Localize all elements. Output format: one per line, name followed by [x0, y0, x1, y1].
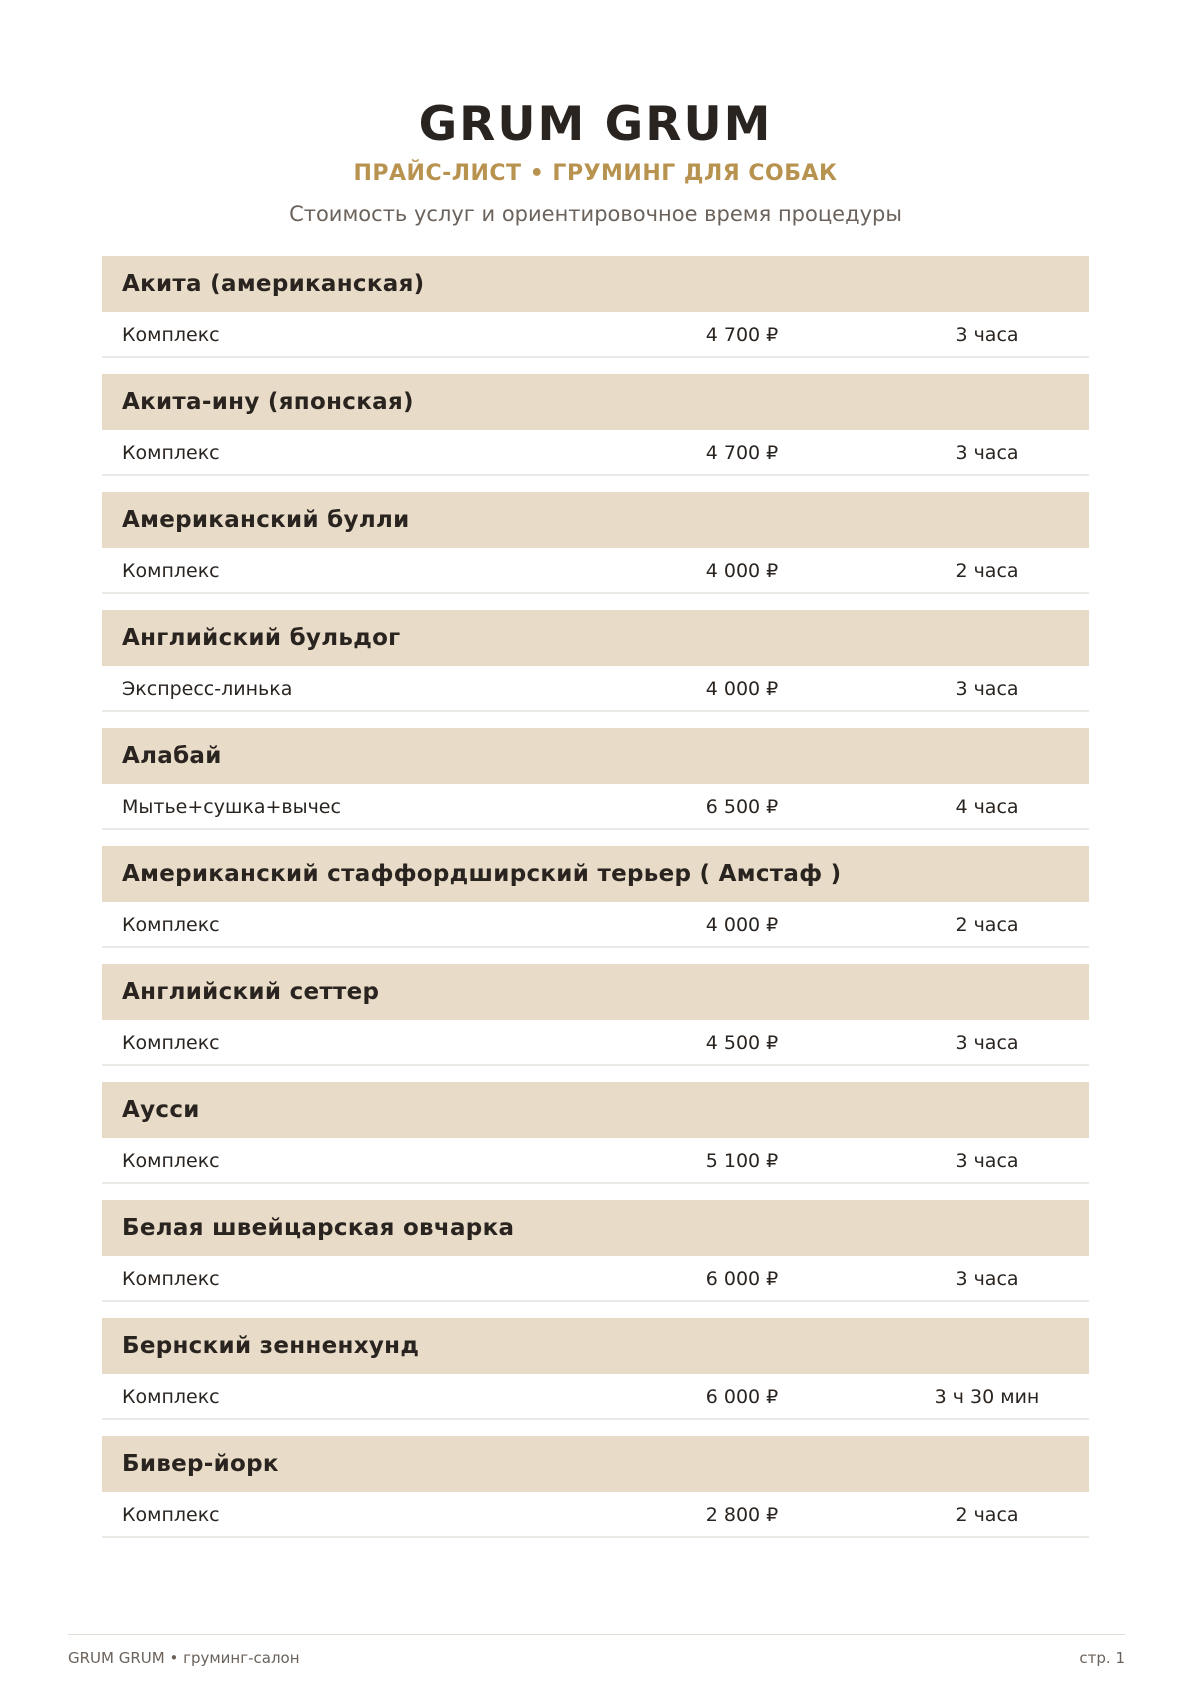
service-name: Комплекс: [122, 324, 220, 346]
price-list-subtitle: ПРАЙС-ЛИСТ • ГРУМИНГ ДЛЯ СОБАК: [353, 161, 838, 186]
service-duration: 3 часа: [955, 324, 1019, 346]
service-duration: 4 часа: [955, 796, 1019, 818]
breed-name: Алабай: [102, 728, 1089, 784]
breed-name: Акита-ину (японская): [102, 374, 1089, 430]
service-duration: 2 часа: [955, 914, 1019, 936]
service-name: Комплекс: [122, 1032, 220, 1054]
service-duration: 3 часа: [955, 1150, 1019, 1172]
service-row: [102, 312, 1089, 358]
breed-name: Бивер-йорк: [102, 1436, 1089, 1492]
breed-name: Акита (американская): [102, 256, 1089, 312]
service-name: Мытье+сушка+вычес: [122, 796, 341, 818]
price-list: [102, 256, 1089, 1554]
service-price: 2 800 ₽: [705, 1504, 779, 1526]
service-row: [102, 1138, 1089, 1184]
breed-group: [102, 610, 1089, 712]
breed-name: Аусси: [102, 1082, 1089, 1138]
service-duration: 3 ч 30 мин: [934, 1386, 1040, 1408]
service-duration: 3 часа: [955, 1268, 1019, 1290]
service-price: 6 000 ₽: [705, 1386, 779, 1408]
service-price: 4 000 ₽: [705, 560, 779, 582]
page-number: стр. 1: [1079, 1649, 1125, 1667]
service-price: 4 000 ₽: [705, 914, 779, 936]
breed-group: [102, 728, 1089, 830]
footer-salon-name: GRUM GRUM • груминг-салон: [68, 1649, 300, 1667]
price-list-tagline: Стоимость услуг и ориентировочное время процедуры: [289, 202, 902, 226]
breed-name: Американский стаффордширский терьер ( Амстаф ): [102, 846, 1089, 902]
breed-group: [102, 1318, 1089, 1420]
breed-group: [102, 374, 1089, 476]
breed-group: [102, 1082, 1089, 1184]
service-price: 4 700 ₽: [705, 442, 779, 464]
service-name: Комплекс: [122, 442, 220, 464]
service-name: Комплекс: [122, 914, 220, 936]
breed-name: Белая швейцарская овчарка: [102, 1200, 1089, 1256]
service-name: Экспресс-линька: [122, 678, 293, 700]
service-name: Комплекс: [122, 1268, 220, 1290]
page-footer: [68, 1634, 1125, 1675]
service-row: [102, 666, 1089, 712]
service-price: 6 000 ₽: [705, 1268, 779, 1290]
service-duration: 2 часа: [955, 1504, 1019, 1526]
service-price: 4 700 ₽: [705, 324, 779, 346]
service-name: Комплекс: [122, 560, 220, 582]
breed-group: [102, 964, 1089, 1066]
breed-name: Английский бульдог: [102, 610, 1089, 666]
breed-group: [102, 256, 1089, 358]
service-duration: 3 часа: [955, 1032, 1019, 1054]
breed-group: [102, 492, 1089, 594]
breed-group: [102, 846, 1089, 948]
service-name: Комплекс: [122, 1386, 220, 1408]
breed-group: [102, 1436, 1089, 1538]
service-price: 5 100 ₽: [705, 1150, 779, 1172]
service-row: [102, 784, 1089, 830]
service-name: Комплекс: [122, 1504, 220, 1526]
breed-name: Английский сеттер: [102, 964, 1089, 1020]
breed-group: [102, 1200, 1089, 1302]
service-duration: 3 часа: [955, 678, 1019, 700]
service-row: [102, 1374, 1089, 1420]
breed-name: Бернский зенненхунд: [102, 1318, 1089, 1374]
service-row: [102, 430, 1089, 476]
brand-title: GRUM GRUM: [418, 97, 773, 152]
service-price: 6 500 ₽: [705, 796, 779, 818]
service-price: 4 000 ₽: [705, 678, 779, 700]
service-row: [102, 1020, 1089, 1066]
service-row: [102, 902, 1089, 948]
service-price: 4 500 ₽: [705, 1032, 779, 1054]
service-name: Комплекс: [122, 1150, 220, 1172]
service-row: [102, 1492, 1089, 1538]
breed-name: Американский булли: [102, 492, 1089, 548]
service-row: [102, 548, 1089, 594]
service-duration: 2 часа: [955, 560, 1019, 582]
service-duration: 3 часа: [955, 442, 1019, 464]
service-row: [102, 1256, 1089, 1302]
